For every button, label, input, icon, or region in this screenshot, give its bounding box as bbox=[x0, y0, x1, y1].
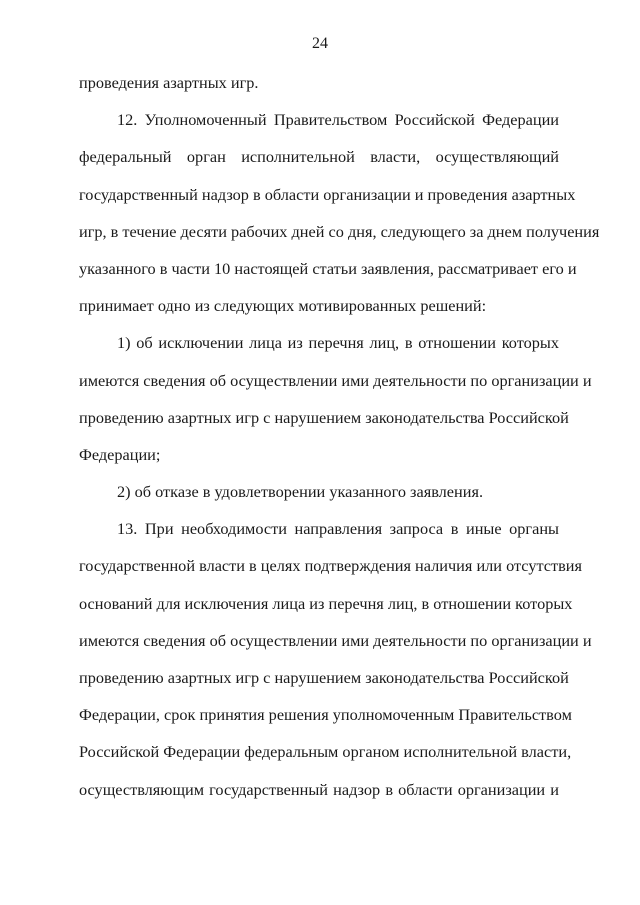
document-body bbox=[79, 64, 600, 808]
text-line: Федерации, срок принятия решения уполномоченным Правительством bbox=[79, 705, 572, 725]
text-line: 1) об исключении лица из перечня лиц, в отношении которых bbox=[117, 333, 559, 353]
text-line: игр, в течение десяти рабочих дней со дня, следующего за днем получения bbox=[79, 221, 600, 241]
text-line: проведению азартных игр с нарушением законодательства Российской bbox=[79, 407, 569, 427]
text-line: проведению азартных игр с нарушением законодательства Российской bbox=[79, 668, 569, 687]
text-line: принимает одно из следующих мотивированных решений: bbox=[79, 296, 487, 316]
text-line: государственной власти в целях подтверждения наличия или отсутствия bbox=[79, 556, 583, 576]
text-line: указанного в части 10 настоящей статьи заявления, рассматривает его и bbox=[79, 258, 577, 278]
text-line: 12. Уполномоченный Правительством Российской Федерации bbox=[117, 110, 559, 130]
text-line: Федерации; bbox=[79, 444, 161, 464]
text-line: оснований для исключения лица из перечня лиц, в отношении которых bbox=[79, 593, 573, 613]
page-number: 24 bbox=[312, 35, 328, 52]
text-line: имеются сведения об осуществлении ими деятельности по организации и bbox=[79, 630, 592, 650]
text-line: имеются сведения об осуществлении ими деятельности по организации и bbox=[79, 370, 592, 390]
text-line: 2) об отказе в удовлетворении указанного заявления. bbox=[117, 482, 484, 502]
text-line: Российской Федерации федеральным органом исполнительной власти, bbox=[79, 742, 572, 762]
text-line: 13. При необходимости направления запроса в иные органы bbox=[117, 519, 559, 539]
text-line: государственный надзор в области организации и проведения азартных bbox=[79, 184, 576, 204]
text-line: федеральный орган исполнительной власти, осуществляющий bbox=[79, 147, 559, 167]
text-line: осуществляющим государственный надзор в области организации и bbox=[79, 779, 559, 799]
text-line: проведения азартных игр. bbox=[79, 73, 259, 92]
